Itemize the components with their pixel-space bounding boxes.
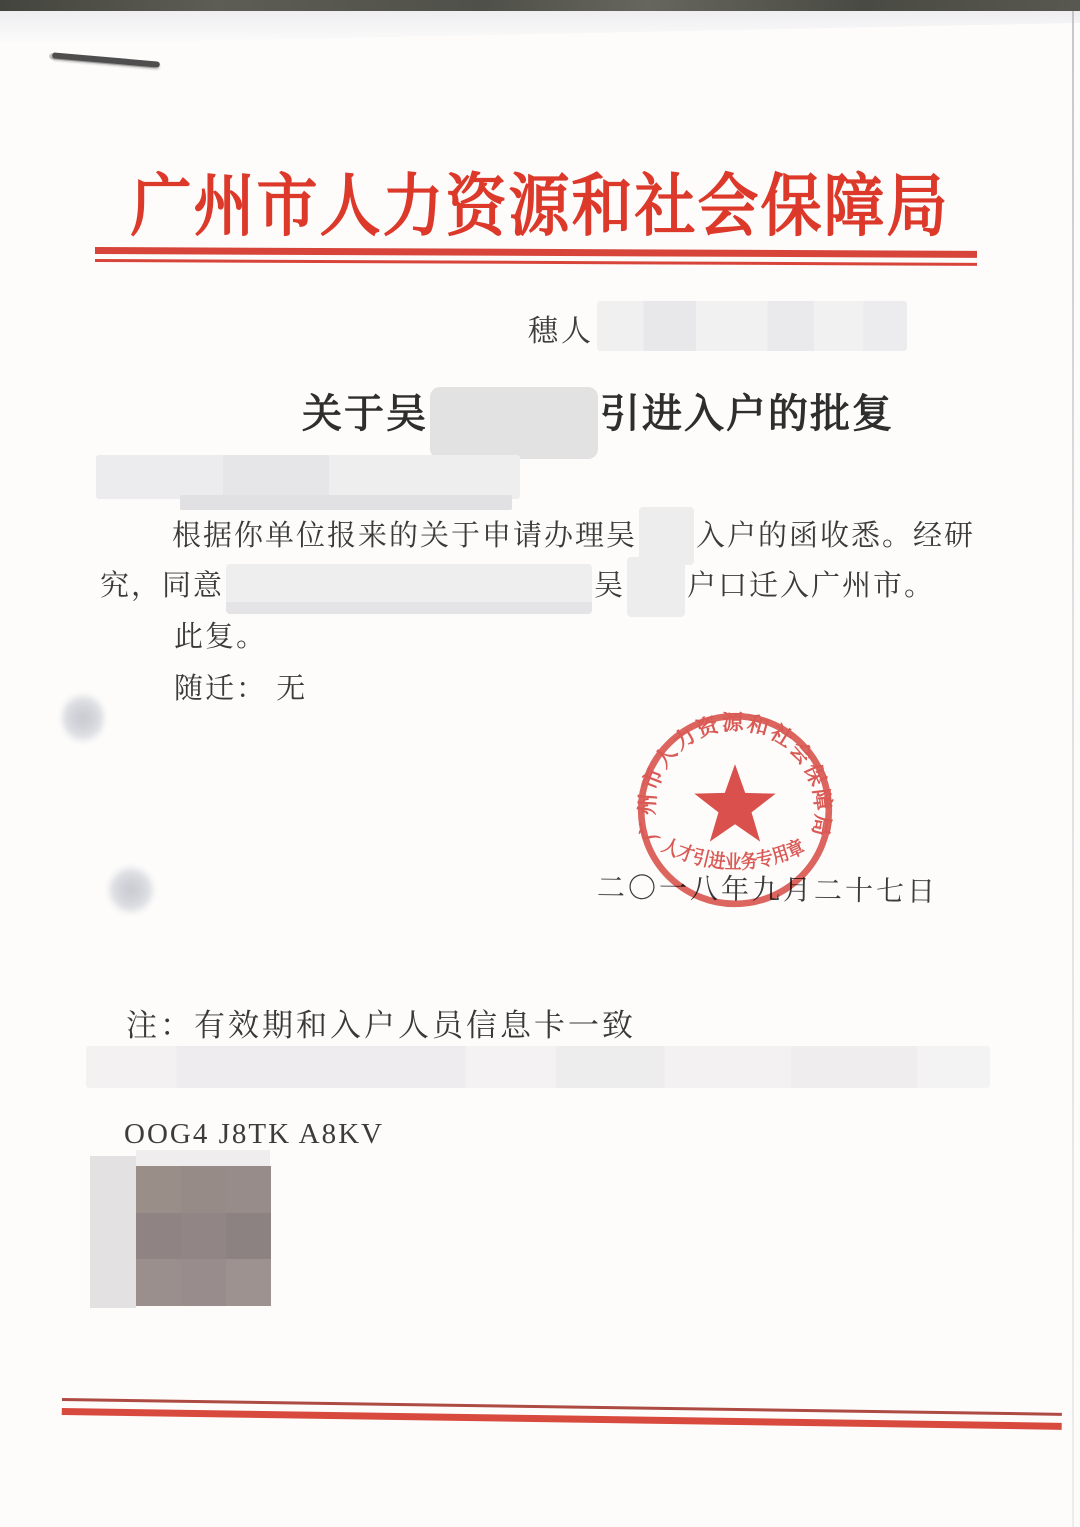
body-line-2 <box>100 563 935 605</box>
redaction-unit-name <box>226 564 592 614</box>
mosaic-cell <box>181 1213 226 1260</box>
agency-header-title: 广州市人力资源和社会保障局 <box>130 169 950 245</box>
mosaic-cell <box>136 1259 181 1306</box>
star-icon <box>694 764 775 842</box>
footer-rules <box>62 1398 1062 1430</box>
title-part1: 关于吴 <box>302 391 428 436</box>
mosaic-cell <box>136 1213 181 1260</box>
date-line: 二〇一八年九月二十七日 <box>596 872 939 909</box>
redaction-title-name <box>430 387 598 459</box>
stamp-banner-text: 人才引进业务专用章 <box>658 835 811 874</box>
redaction-recipient-line <box>96 455 520 499</box>
title-part2: 引进入户的批复 <box>600 391 894 436</box>
body-line-3: 此复。 <box>174 621 268 653</box>
redaction-pixel-mosaic <box>136 1166 271 1306</box>
smudge-mark-2 <box>108 866 154 914</box>
mosaic-cell <box>226 1259 271 1306</box>
paper-top-edge <box>0 11 1080 45</box>
body-line-1-text-a: 根据你单位报来的关于申请办理吴 <box>172 520 638 552</box>
body-line-2-text-b: 吴 <box>594 570 626 602</box>
redaction-gray-column <box>90 1156 136 1308</box>
body-line-2-text-a: 究，同意 <box>100 570 225 602</box>
redaction-name-2 <box>627 557 685 617</box>
doc-number-prefix: 穗人 <box>528 315 594 348</box>
mosaic-cell <box>136 1166 181 1213</box>
header-rule-thin <box>95 259 977 266</box>
body-line-2-text-c: 户口迁入广州市。 <box>687 570 936 602</box>
redaction-note-band <box>86 1046 990 1088</box>
body-line-1 <box>172 513 975 555</box>
scanner-edge-bar <box>0 0 1080 11</box>
mosaic-cell <box>226 1166 271 1213</box>
svg-text:人才引进业务专用章 <box>658 835 811 874</box>
official-stamp <box>633 708 837 912</box>
note-line: 注：有效期和入户人员信息卡一致 <box>126 1008 636 1043</box>
redaction-doc-number <box>597 301 907 351</box>
mosaic-cell <box>181 1259 226 1306</box>
body-line-1-text-b: 入户的函收悉。经研 <box>696 520 976 552</box>
mosaic-cell <box>181 1166 226 1213</box>
smudge-mark-1 <box>62 692 104 744</box>
verification-code: OOG4 J8TK A8KV <box>124 1118 384 1150</box>
document-title <box>302 382 894 449</box>
redaction-mosaic-topband <box>136 1150 270 1166</box>
stamp-ring-text: 广州市人力资源和社会保障局 <box>634 710 836 844</box>
body-line-4-accompanying: 随迁： 无 <box>174 673 308 705</box>
mosaic-cell <box>226 1213 271 1260</box>
staple-icon <box>52 52 160 67</box>
stamp-graphic <box>633 708 837 912</box>
